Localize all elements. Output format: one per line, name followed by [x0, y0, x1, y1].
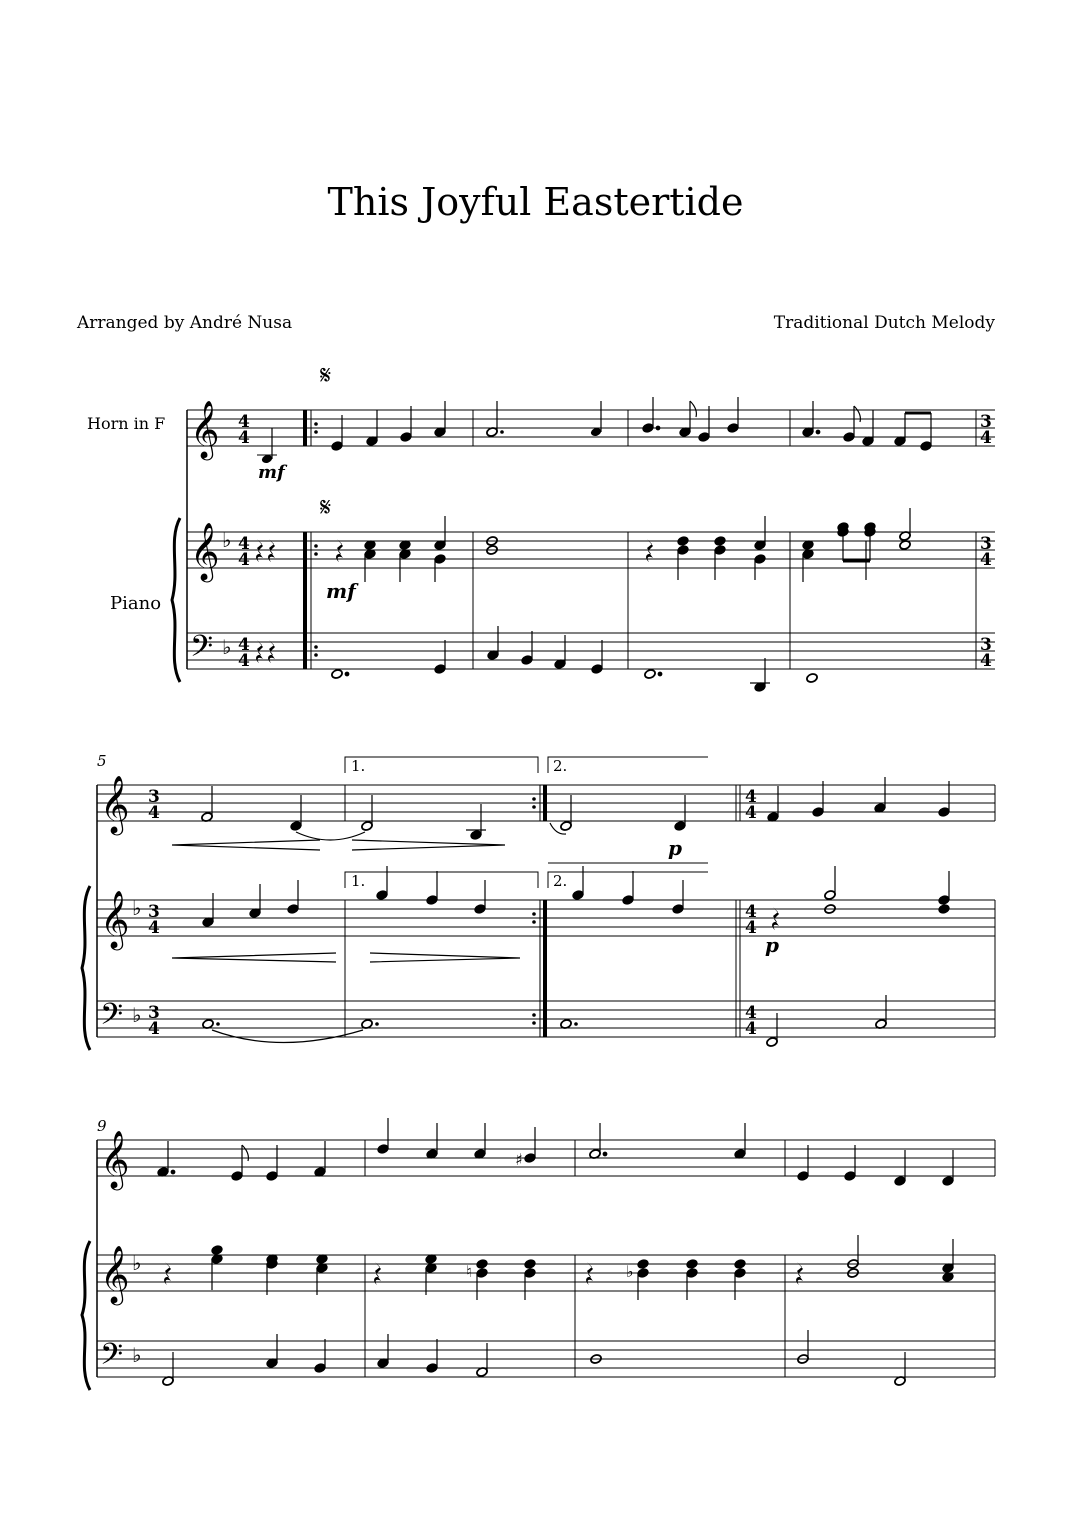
- ending-2: 2.: [553, 872, 568, 890]
- svg-text:4: 4: [745, 918, 757, 938]
- piano-label: Piano: [110, 593, 162, 614]
- svg-text:3: 3: [148, 1003, 160, 1023]
- system-1: [172, 361, 995, 692]
- bass-clef-icon: 𝄢: [190, 630, 214, 671]
- bass-clef-icon: 𝄢: [100, 998, 124, 1039]
- svg-text:4: 4: [980, 651, 992, 671]
- svg-text:3: 3: [980, 534, 992, 554]
- piece-title: This Joyful Eastertide: [327, 180, 744, 224]
- svg-text:3: 3: [148, 902, 160, 922]
- svg-text:4: 4: [745, 902, 757, 922]
- dynamic-mf: mf: [326, 579, 356, 603]
- svg-text:4: 4: [238, 534, 250, 554]
- dynamic-p: p: [765, 933, 779, 957]
- arranger-credit: Arranged by André Nusa: [77, 313, 293, 333]
- ending-1: 1.: [351, 757, 366, 775]
- composer-credit: Traditional Dutch Melody: [773, 313, 995, 333]
- svg-text:4: 4: [238, 412, 250, 432]
- bass-clef-icon: 𝄢: [100, 1338, 124, 1379]
- treble-clef-icon: 𝄞: [100, 890, 130, 948]
- svg-text:4: 4: [238, 428, 250, 448]
- treble-clef-icon: 𝄞: [190, 400, 220, 458]
- horn-label: Horn in F: [87, 414, 166, 433]
- svg-text:4: 4: [148, 1019, 160, 1039]
- natural-icon: ♮: [466, 1262, 472, 1281]
- svg-text:4: 4: [745, 1003, 757, 1023]
- flat-icon: ♭: [222, 528, 232, 552]
- svg-text:4: 4: [980, 428, 992, 448]
- svg-text:4: 4: [148, 918, 160, 938]
- measure-number: 5: [97, 752, 107, 770]
- svg-text:4: 4: [745, 1019, 757, 1039]
- flat-icon: ♭: [132, 896, 142, 920]
- system-2: [82, 752, 995, 1050]
- flat-icon: ♭: [132, 1343, 142, 1367]
- svg-text:3: 3: [980, 412, 992, 432]
- svg-text:4: 4: [980, 550, 992, 570]
- svg-text:3: 3: [148, 787, 160, 807]
- treble-clef-icon: 𝄞: [100, 1245, 130, 1303]
- svg-text:4: 4: [745, 787, 757, 807]
- measure-number: 9: [97, 1117, 107, 1135]
- svg-text:4: 4: [238, 651, 250, 671]
- svg-text:4: 4: [745, 803, 757, 823]
- svg-text:3: 3: [980, 635, 992, 655]
- flat-icon: ♭: [132, 1251, 142, 1275]
- svg-text:4: 4: [148, 803, 160, 823]
- segno-icon: 𝄋: [320, 361, 332, 391]
- treble-clef-icon: 𝄞: [100, 1130, 130, 1188]
- dynamic-mf: mf: [258, 462, 285, 483]
- sharp-icon: ♯: [515, 1150, 523, 1169]
- ending-2: 2.: [553, 757, 568, 775]
- flat-icon: ♭: [222, 635, 232, 659]
- segno-icon: 𝄋: [320, 493, 332, 523]
- svg-text:4: 4: [238, 550, 250, 570]
- dynamic-p: p: [668, 836, 682, 860]
- svg-text:4: 4: [238, 635, 250, 655]
- flat-icon: ♭: [626, 1262, 634, 1281]
- ending-1: 1.: [351, 872, 366, 890]
- system-3: [82, 1117, 995, 1390]
- treble-clef-icon: 𝄞: [100, 775, 130, 833]
- flat-icon: ♭: [132, 1003, 142, 1027]
- treble-clef-icon: 𝄞: [190, 522, 220, 580]
